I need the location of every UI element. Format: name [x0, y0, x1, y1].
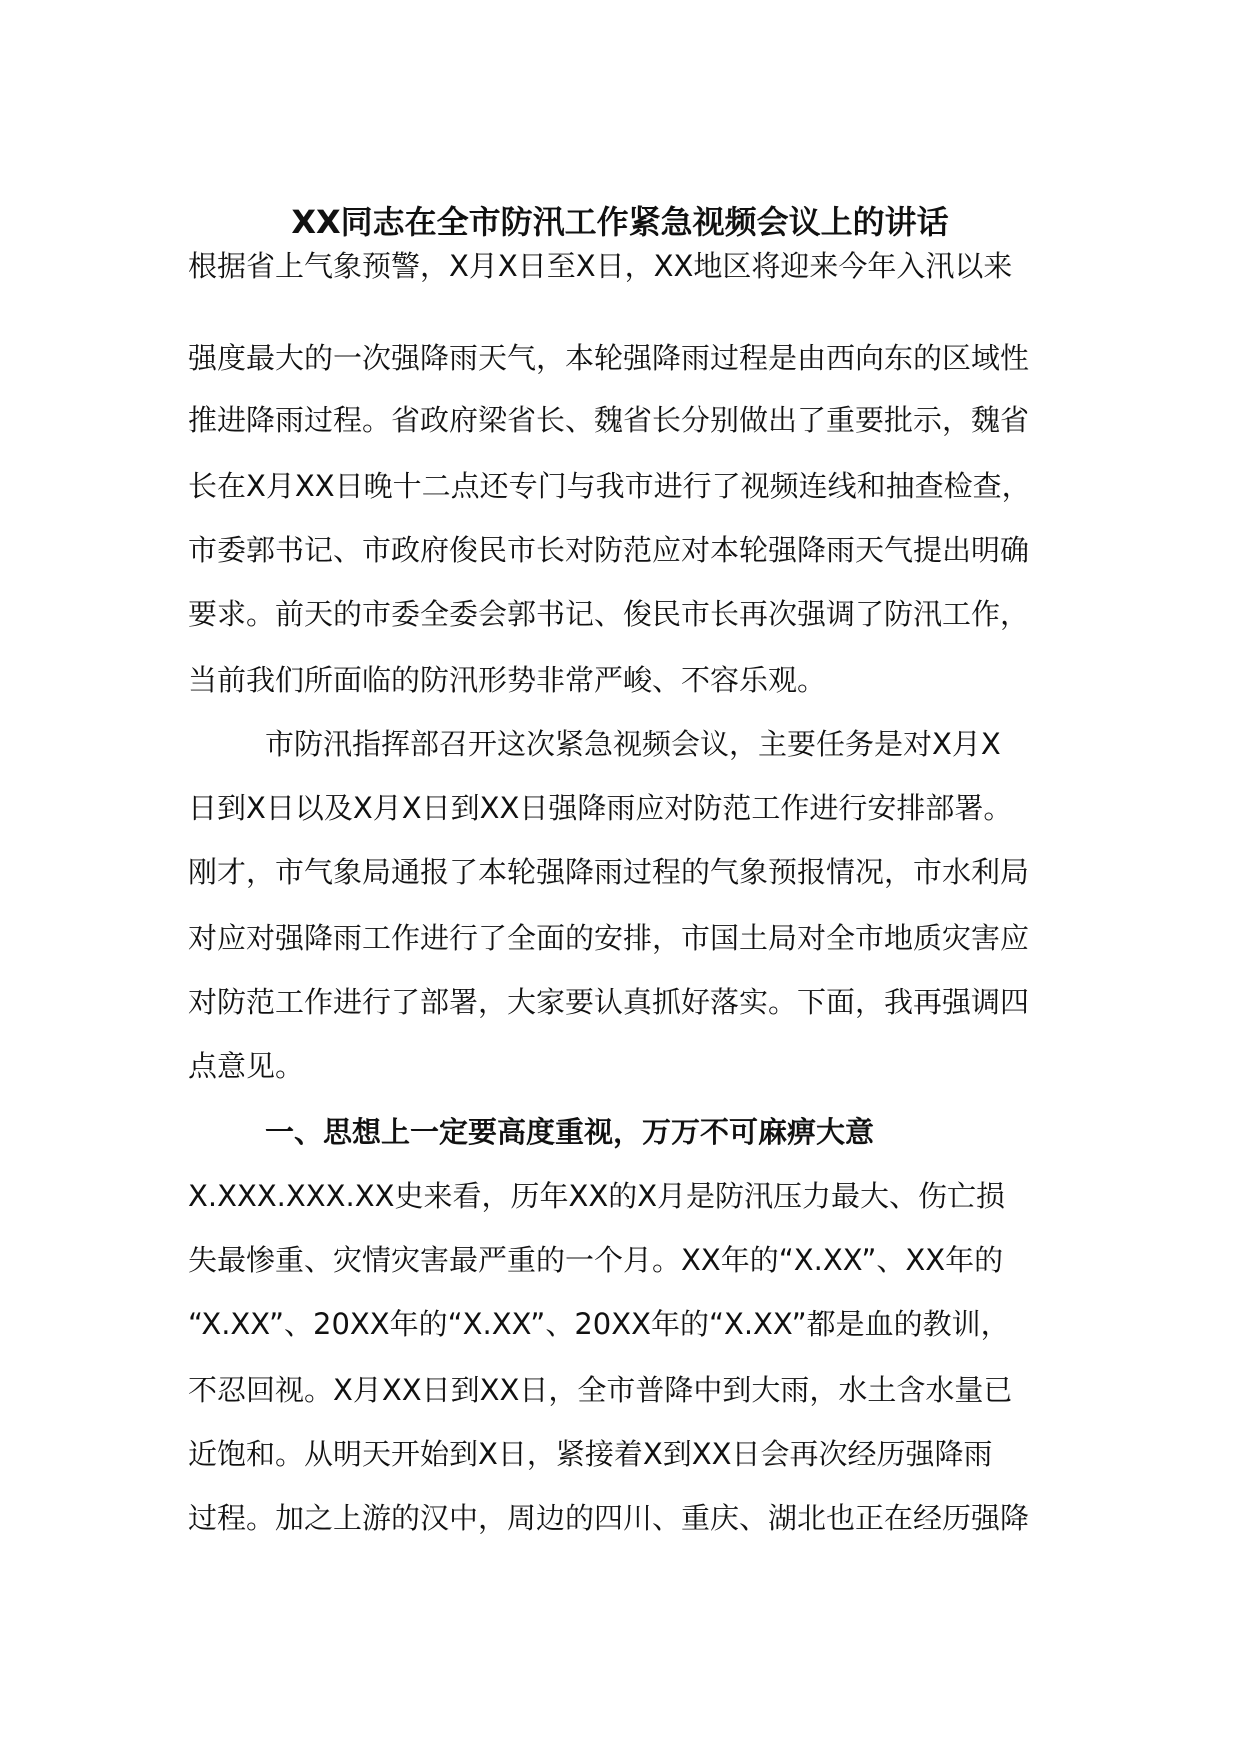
text-line: 不忍回视。X月XX日到XX日，全市普降中到大雨，水土含水量已	[188, 1373, 1013, 1407]
text-line: 市防汛指挥部召开这次紧急视频会议，主要任务是对X月X	[265, 727, 1001, 761]
text-line: “X.XX”、20XX年的“X.XX”、20XX年的“X.XX”都是血的教训，	[188, 1307, 1010, 1341]
text-line: 对应对强降雨工作进行了全面的安排，市国土局对全市地质灾害应	[188, 921, 1030, 955]
text-line: 市委郭书记、市政府俊民市长对防范应对本轮强降雨天气提出明确	[188, 533, 1030, 567]
text-line: 点意见。	[188, 1049, 305, 1083]
text-line: 要求。前天的市委全委会郭书记、俊民市长再次强调了防汛工作，	[188, 597, 1030, 631]
text-line: 刚才，市气象局通报了本轮强降雨过程的气象预报情况，市水利局	[188, 855, 1030, 889]
page-title: XX同志在全市防汛工作紧急视频会议上的讲话	[291, 203, 949, 241]
text-line: 长在X月XX日晚十二点还专门与我市进行了视频连线和抽查检查，	[188, 469, 1031, 503]
text-line: 失最惨重、灾情灾害最严重的一个月。XX年的“X.XX”、XX年的	[188, 1243, 1004, 1277]
section-heading: 一、思想上一定要高度重视，万万不可麻痹大意	[265, 1115, 875, 1149]
text-line: 近饱和。从明天开始到X日，紧接着X到XX日会再次经历强降雨	[188, 1437, 993, 1471]
text-line: 对防范工作进行了部署，大家要认真抓好落实。下面，我再强调四	[188, 985, 1030, 1019]
text-line: 过程。加之上游的汉中，周边的四川、重庆、湖北也正在经历强降	[188, 1501, 1030, 1535]
text-line: 日到X日以及X月X日到XX日强降雨应对防范工作进行安排部署。	[188, 791, 1013, 825]
text-line: 推进降雨过程。省政府梁省长、魏省长分别做出了重要批示，魏省	[188, 403, 1030, 437]
text-line: 强度最大的一次强降雨天气，本轮强降雨过程是由西向东的区域性	[188, 341, 1030, 375]
text-line: X.XXX.XXX.XX史来看，历年XX的X月是防汛压力最大、伤亡损	[188, 1179, 1006, 1213]
text-line: 当前我们所面临的防汛形势非常严峻、不容乐观。	[188, 663, 827, 697]
text-line: 根据省上气象预警，X月X日至X日，XX地区将迎来今年入汛以来	[188, 249, 1013, 283]
